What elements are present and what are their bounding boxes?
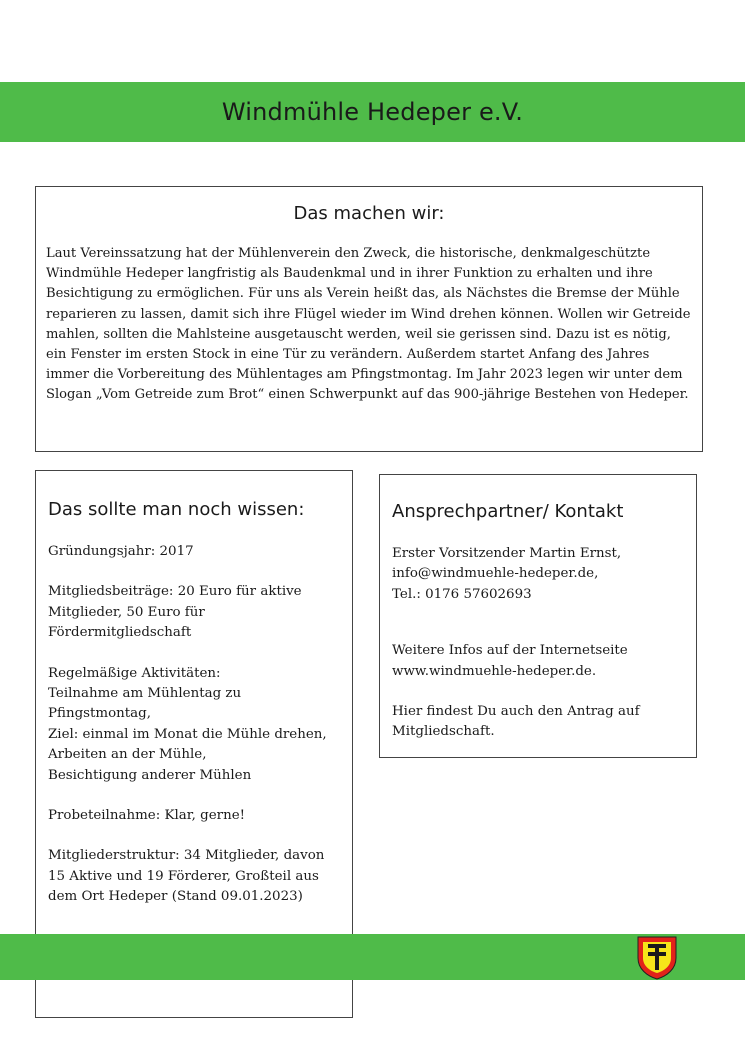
coat-of-arms-icon [637,936,677,980]
membership-fees: Mitgliedsbeiträge: 20 Euro für aktive Mitglieder, 50 Euro für Fördermitgliedschaft [48,584,302,641]
activity-item: Teilnahme am Mühlentag zu Pfingstmontag, [48,686,242,722]
contact-phone: Tel.: 0176 57602693 [392,586,532,602]
page-title: Windmühle Hedeper e.V. [221,98,524,126]
contact-heading: Ansprechpartner/ Kontakt [392,501,624,522]
contact-person: Erster Vorsitzender Martin Ernst, [392,546,622,561]
founding-year: Gründungsjahr: 2017 [48,544,194,559]
trial-participation: Probeteilnahme: Klar, gerne! [48,808,246,824]
activity-item: Besichtigung anderer Mühlen [48,767,252,783]
application-info: Hier findest Du auch den Antrag auf Mitgliedschaft. [392,704,640,740]
contact-email[interactable]: info@windmuehle-hedeper.de, [392,566,599,582]
header-band [0,82,745,142]
contact-details [392,544,686,605]
activity-item: Ziel: einmal im Monat die Mühle drehen, [48,726,327,742]
about-heading: Das machen wir: [293,203,445,224]
about-text: Laut Vereinssatzung hat der Mühlenverein den Zweck, die historische, denkmalgeschützte Windmühle Hedeper langfristig als Baudenkmal und in ihrer Funktion zu erhalten und ihre Besichtigung zu ermöglichen. Für uns als Verein heißt das, als Nächstes die Bremse der Mühle reparieren zu lassen, damit sich ihre Flügel wieder im Wind drehen können. Wollen wir Getreide mahlen, sollten die Mahlsteine ausgetauscht werden, weil sie gerissen sind. Dazu ist es nötig, ein Fenster im ersten Stock in eine Tür zu verändern. Außerdem startet Anfang des Jahres immer die Vorbereitung des Mühlentages am Pfingstmontag. Im Jahr 2023 legen wir unter dem Slogan „Vom Getreide zum Brot“ einen Schwerpunkt auf das 900-jährige Bestehen von Hedeper. [46,246,691,403]
contact-box [379,474,697,758]
footer-band [0,934,745,980]
activities-label: Regelmäßige Aktivitäten: [48,665,221,681]
website-info: Weitere Infos auf der Internetseite www.windmuehle-hedeper.de. [392,643,628,679]
about-box [35,186,703,452]
member-structure: Mitgliederstruktur: 34 Mitglieder, davon 15 Aktive und 19 Förderer, Großteil aus dem Ort Hedeper (Stand 09.01.2023) [48,848,325,905]
activities [48,664,342,786]
activity-item: Arbeiten an der Mühle, [48,747,207,763]
facts-heading: Das sollte man noch wissen: [48,499,305,520]
